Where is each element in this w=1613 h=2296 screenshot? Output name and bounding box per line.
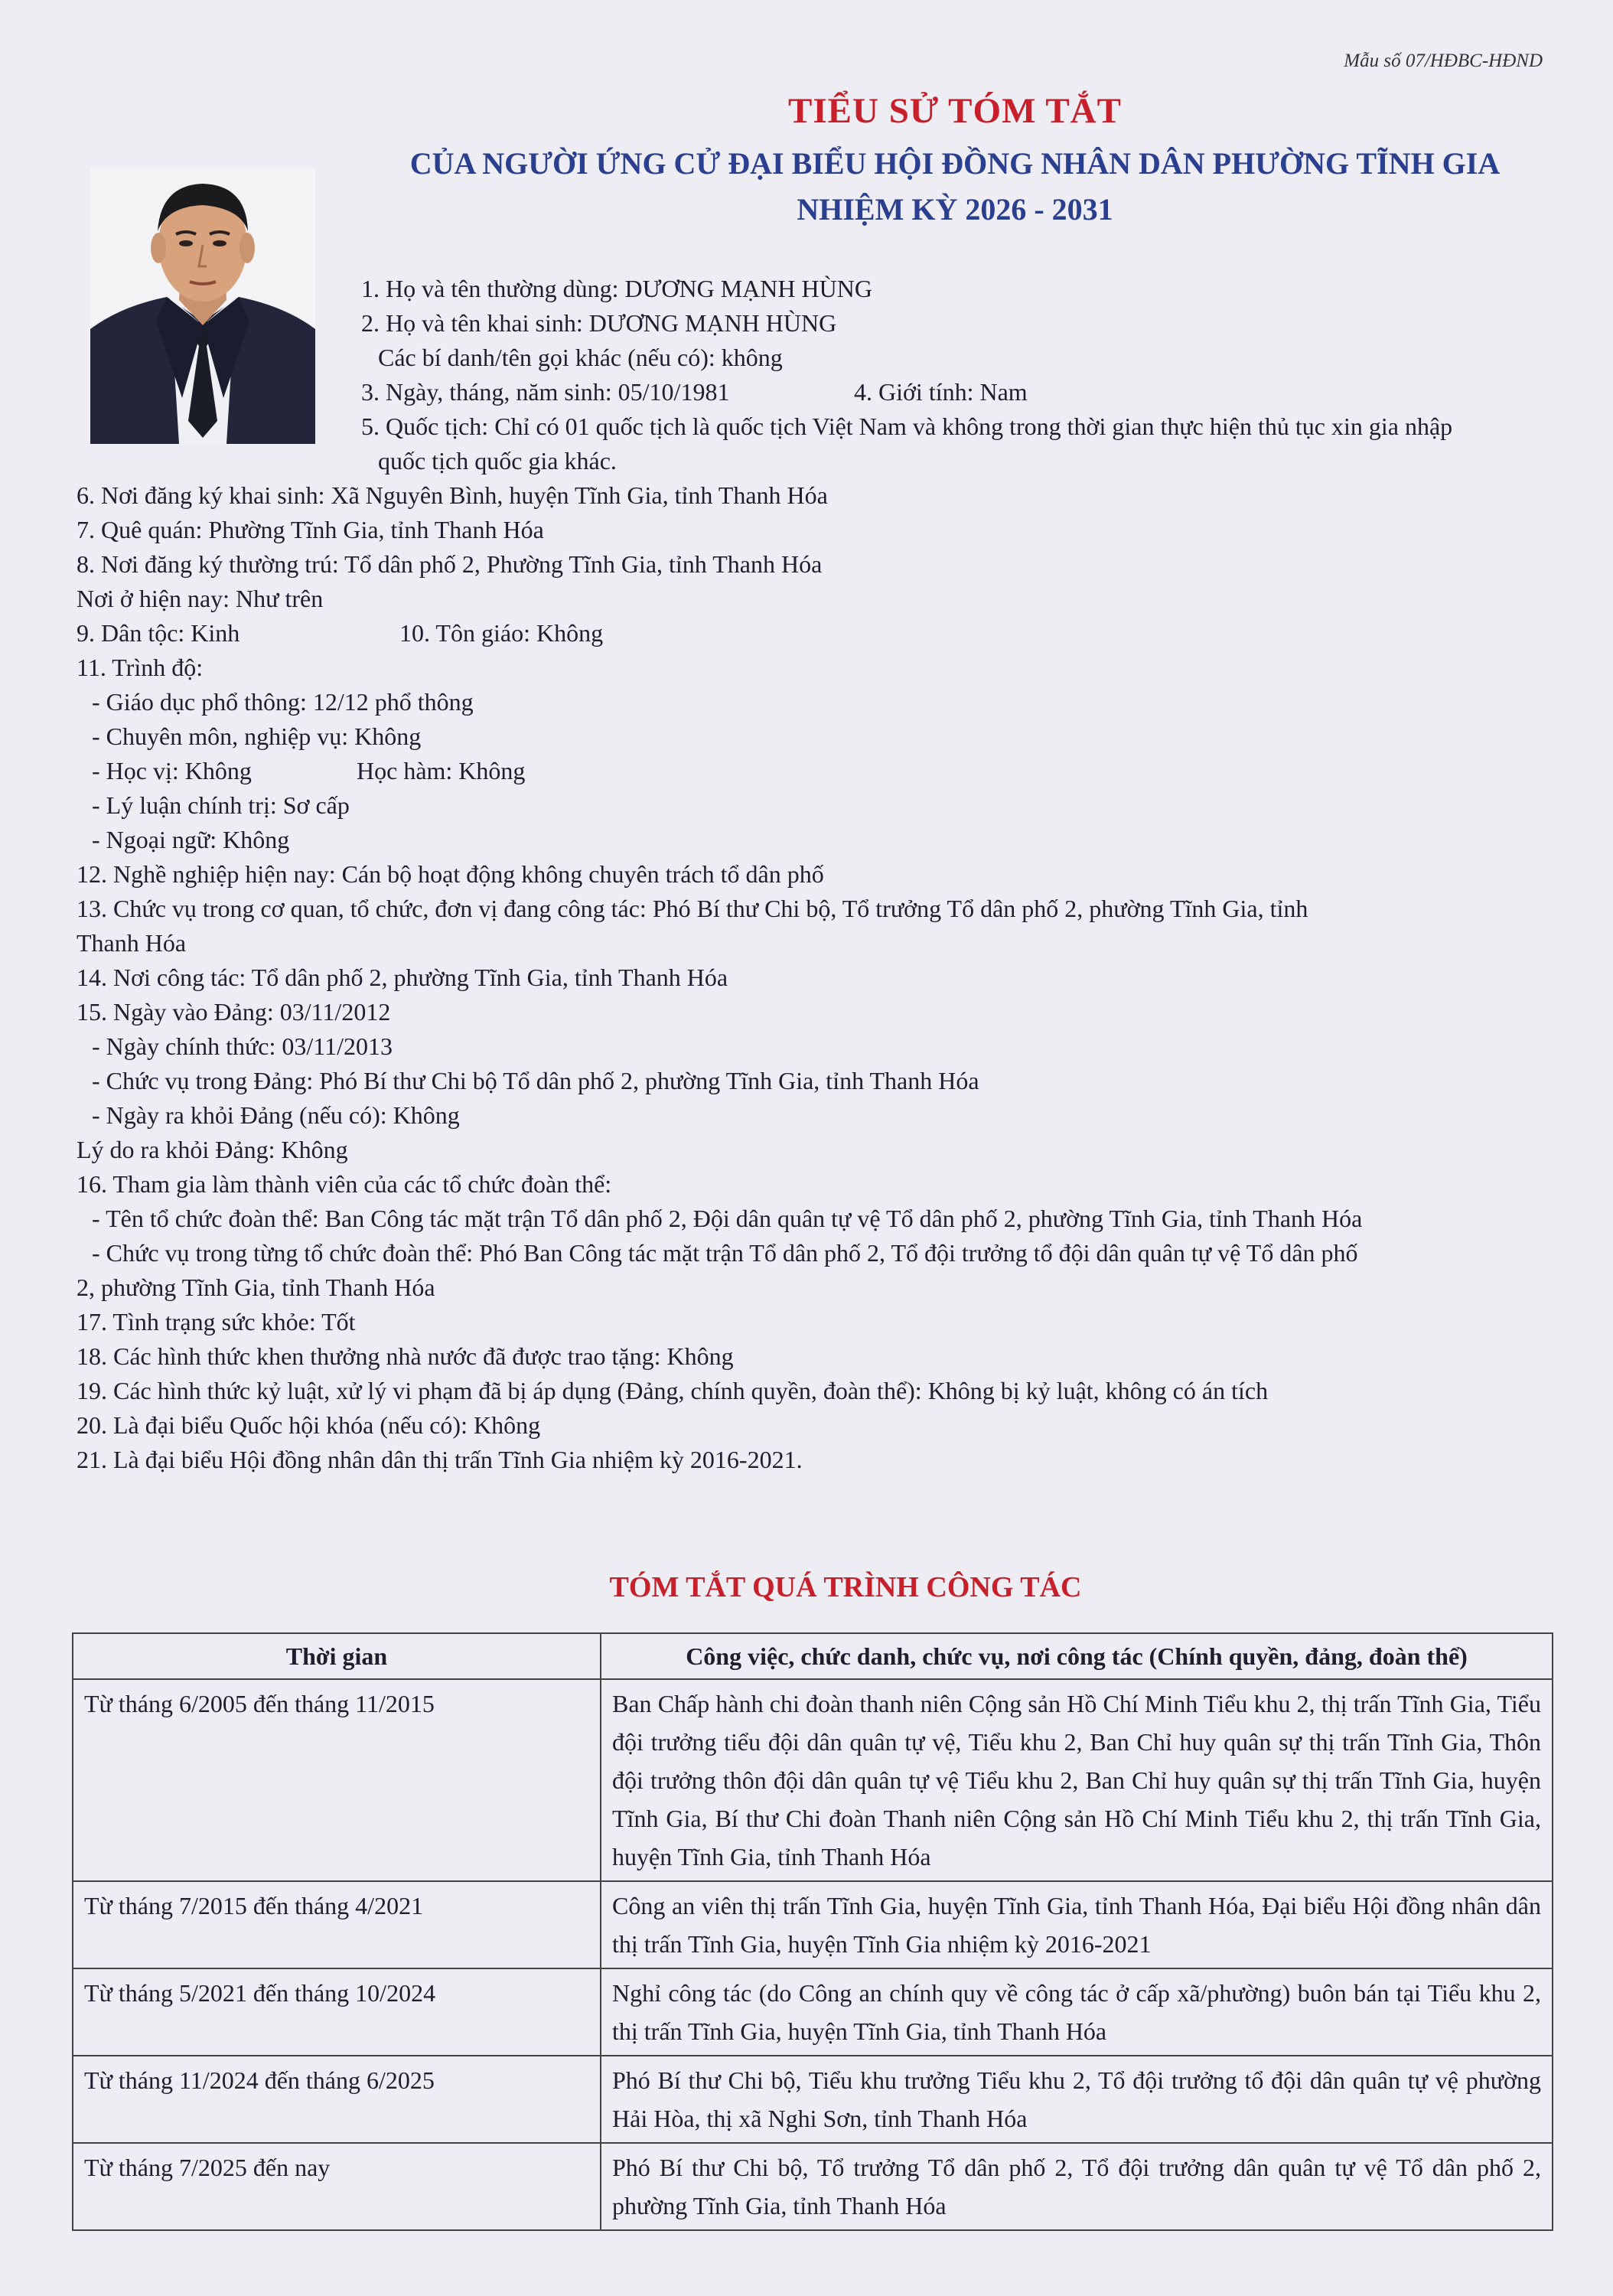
work-history-table: [72, 1632, 1553, 2231]
info-birth-name: 2. Họ và tên khai sinh: DƯƠNG MẠNH HÙNG: [361, 309, 837, 337]
table-row: [73, 1679, 1553, 1881]
info-party-join-date: 15. Ngày vào Đảng: 03/11/2012: [77, 998, 391, 1026]
table-header-row: [73, 1633, 1553, 1679]
info-party-leave-reason: Lý do ra khỏi Đảng: Không: [77, 1136, 348, 1163]
table-row: [73, 2056, 1553, 2143]
info-organization-names: - Tên tổ chức đoàn thể: Ban Công tác mặt trận Tổ dân phố 2, Đội dân quân tự vệ Tổ dân phố 2, phường Tĩnh Gia, tỉnh Thanh Hóa: [92, 1205, 1363, 1232]
info-ethnicity: 9. Dân tộc: Kinh: [77, 619, 240, 647]
info-organization-positions: - Chức vụ trong từng tổ chức đoàn thể: Phó Ban Công tác mặt trận Tổ dân phố 2, Tổ đội trưởng tổ đội dân quân tự vệ Tổ dân phố: [92, 1239, 1358, 1267]
row-time: Từ tháng 5/2021 đến tháng 10/2024: [73, 1968, 601, 2056]
row-time: Từ tháng 7/2025 đến nay: [73, 2143, 601, 2230]
info-nationality: 5. Quốc tịch: Chỉ có 01 quốc tịch là quốc tịch Việt Nam và không trong thời gian thực hiện thủ tục xin gia nhập: [361, 413, 1453, 440]
info-organizations-heading: 16. Tham gia làm thành viên của các tổ chức đoàn thể:: [77, 1170, 612, 1198]
info-common-name: 1. Họ và tên thường dùng: DƯƠNG MẠNH HÙNG: [361, 275, 872, 302]
info-aliases: Các bí danh/tên gọi khác (nếu có): không: [378, 344, 783, 371]
info-academic-title: Học hàm: Không: [357, 757, 526, 784]
form-number: Mẫu số 07/HĐBC-HĐND: [1344, 51, 1543, 71]
info-political-theory: - Lý luận chính trị: Sơ cấp: [92, 791, 350, 819]
work-history-title: TÓM TẮT QUÁ TRÌNH CÔNG TÁC: [609, 1571, 1082, 1603]
info-ethnicity-religion-row: [77, 616, 1546, 651]
info-discipline: 19. Các hình thức kỷ luật, xử lý vi phạm đã bị áp dụng (Đảng, chính quyền, đoàn thể): Không bị kỷ luật, không có án tích: [77, 1377, 1269, 1404]
row-work: Ban Chấp hành chi đoàn thanh niên Cộng sản Hồ Chí Minh Tiểu khu 2, thị trấn Tĩnh Gia, Tiểu đội trưởng tiểu đội dân quân tự vệ, Tiểu khu 2, Ban Chỉ huy quân sự thị trấn Tĩnh Gia, Thôn đội trưởng thôn đội dân quân tự vệ Tiểu khu 2, Ban Chỉ huy quân sự thị trấn Tĩnh Gia, huyện Tĩnh Gia, Bí thư Chi đoàn Thanh niên Cộng sản Hồ Chí Minh Tiểu khu 2, thị trấn Tĩnh Gia, huyện Tĩnh Gia, tỉnh Thanh Hóa: [601, 1679, 1553, 1881]
row-time: Từ tháng 11/2024 đến tháng 6/2025: [73, 2056, 601, 2143]
info-council-delegate: 21. Là đại biểu Hội đồng nhân dân thị trấn Tĩnh Gia nhiệm kỳ 2016-2021.: [77, 1446, 803, 1473]
column-header-work: Công việc, chức danh, chức vụ, nơi công tác (Chính quyền, đảng, đoàn thể): [601, 1633, 1553, 1679]
info-party-position: - Chức vụ trong Đảng: Phó Bí thư Chi bộ Tổ dân phố 2, phường Tĩnh Gia, tỉnh Thanh Hóa: [92, 1067, 979, 1094]
column-header-time: Thời gian: [73, 1633, 601, 1679]
row-work: Công an viên thị trấn Tĩnh Gia, huyện Tĩnh Gia, tỉnh Thanh Hóa, Đại biểu Hội đồng nhân dân thị trấn Tĩnh Gia, huyện Tĩnh Gia nhiệm kỳ 2016-2021: [601, 1881, 1553, 1968]
info-degree-row: [77, 754, 1546, 788]
document-subtitle-line2: NHIỆM KỲ 2026 - 2031: [797, 192, 1113, 227]
info-party-leave-date: - Ngày ra khỏi Đảng (nếu có): Không: [92, 1101, 460, 1129]
info-birth-date: 3. Ngày, tháng, năm sinh: 05/10/1981: [361, 378, 730, 406]
info-position: 13. Chức vụ trong cơ quan, tổ chức, đơn vị đang công tác: Phó Bí thư Chi bộ, Tổ trưởng Tổ dân phố 2, phường Tĩnh Gia, tỉnh: [77, 895, 1308, 922]
info-gender: 4. Giới tính: Nam: [854, 378, 1028, 406]
document-title: TIỂU SỬ TÓM TẮT: [788, 91, 1122, 131]
info-general-education: - Giáo dục phổ thông: 12/12 phổ thông: [92, 688, 474, 716]
document-subtitle-line1: CỦA NGƯỜI ỨNG CỬ ĐẠI BIỂU HỘI ĐỒNG NHÂN DÂN PHƯỜNG TĨNH GIA: [409, 146, 1501, 181]
info-workplace: 14. Nơi công tác: Tổ dân phố 2, phường Tĩnh Gia, tỉnh Thanh Hóa: [77, 964, 728, 991]
info-block-top: [361, 272, 1452, 478]
info-national-assembly: 20. Là đại biểu Quốc hội khóa (nếu có): Không: [77, 1411, 541, 1439]
info-current-residence: Nơi ở hiện nay: Như trên: [77, 585, 324, 612]
info-academic-degree: - Học vị: Không: [92, 757, 252, 784]
row-time: Từ tháng 6/2005 đến tháng 11/2015: [73, 1679, 601, 1881]
table-row: [73, 1881, 1553, 1968]
info-birth-gender-row: [361, 375, 1452, 409]
candidate-portrait: [90, 168, 315, 444]
info-education-heading: 11. Trình độ:: [77, 654, 204, 681]
row-work: Nghỉ công tác (do Công an chính quy về công tác ở cấp xã/phường) buôn bán tại Tiểu khu 2, thị trấn Tĩnh Gia, huyện Tĩnh Gia, tỉnh Thanh Hóa: [601, 1968, 1553, 2056]
info-nationality-cont: quốc tịch quốc gia khác.: [378, 447, 617, 475]
info-block-main: [77, 478, 1546, 1477]
table-row: [73, 2143, 1553, 2230]
info-organization-positions-cont: 2, phường Tĩnh Gia, tỉnh Thanh Hóa: [77, 1274, 435, 1301]
row-work: Phó Bí thư Chi bộ, Tổ trưởng Tổ dân phố 2, Tổ đội trưởng dân quân tự vệ Tổ dân phố 2, phường Tĩnh Gia, tỉnh Thanh Hóa: [601, 2143, 1553, 2230]
info-specialty: - Chuyên môn, nghiệp vụ: Không: [92, 722, 422, 750]
table-row: [73, 1968, 1553, 2056]
info-party-official-date: - Ngày chính thức: 03/11/2013: [92, 1032, 393, 1060]
info-awards: 18. Các hình thức khen thưởng nhà nước đã được trao tặng: Không: [77, 1342, 734, 1370]
row-time: Từ tháng 7/2015 đến tháng 4/2021: [73, 1881, 601, 1968]
info-foreign-language: - Ngoại ngữ: Không: [92, 826, 290, 853]
row-work: Phó Bí thư Chi bộ, Tiểu khu trưởng Tiểu khu 2, Tổ đội trưởng tổ đội dân quân tự vệ phường Hải Hòa, thị xã Nghi Sơn, tỉnh Thanh Hóa: [601, 2056, 1553, 2143]
info-birth-registration: 6. Nơi đăng ký khai sinh: Xã Nguyên Bình, huyện Tĩnh Gia, tỉnh Thanh Hóa: [77, 481, 828, 509]
info-hometown: 7. Quê quán: Phường Tĩnh Gia, tỉnh Thanh Hóa: [77, 516, 544, 543]
info-permanent-residence: 8. Nơi đăng ký thường trú: Tổ dân phố 2, Phường Tĩnh Gia, tỉnh Thanh Hóa: [77, 550, 823, 578]
info-position-cont: Thanh Hóa: [77, 929, 187, 957]
info-health: 17. Tình trạng sức khỏe: Tốt: [77, 1308, 356, 1336]
info-occupation: 12. Nghề nghiệp hiện nay: Cán bộ hoạt động không chuyên trách tổ dân phố: [77, 860, 824, 888]
info-religion: 10. Tôn giáo: Không: [399, 619, 604, 647]
